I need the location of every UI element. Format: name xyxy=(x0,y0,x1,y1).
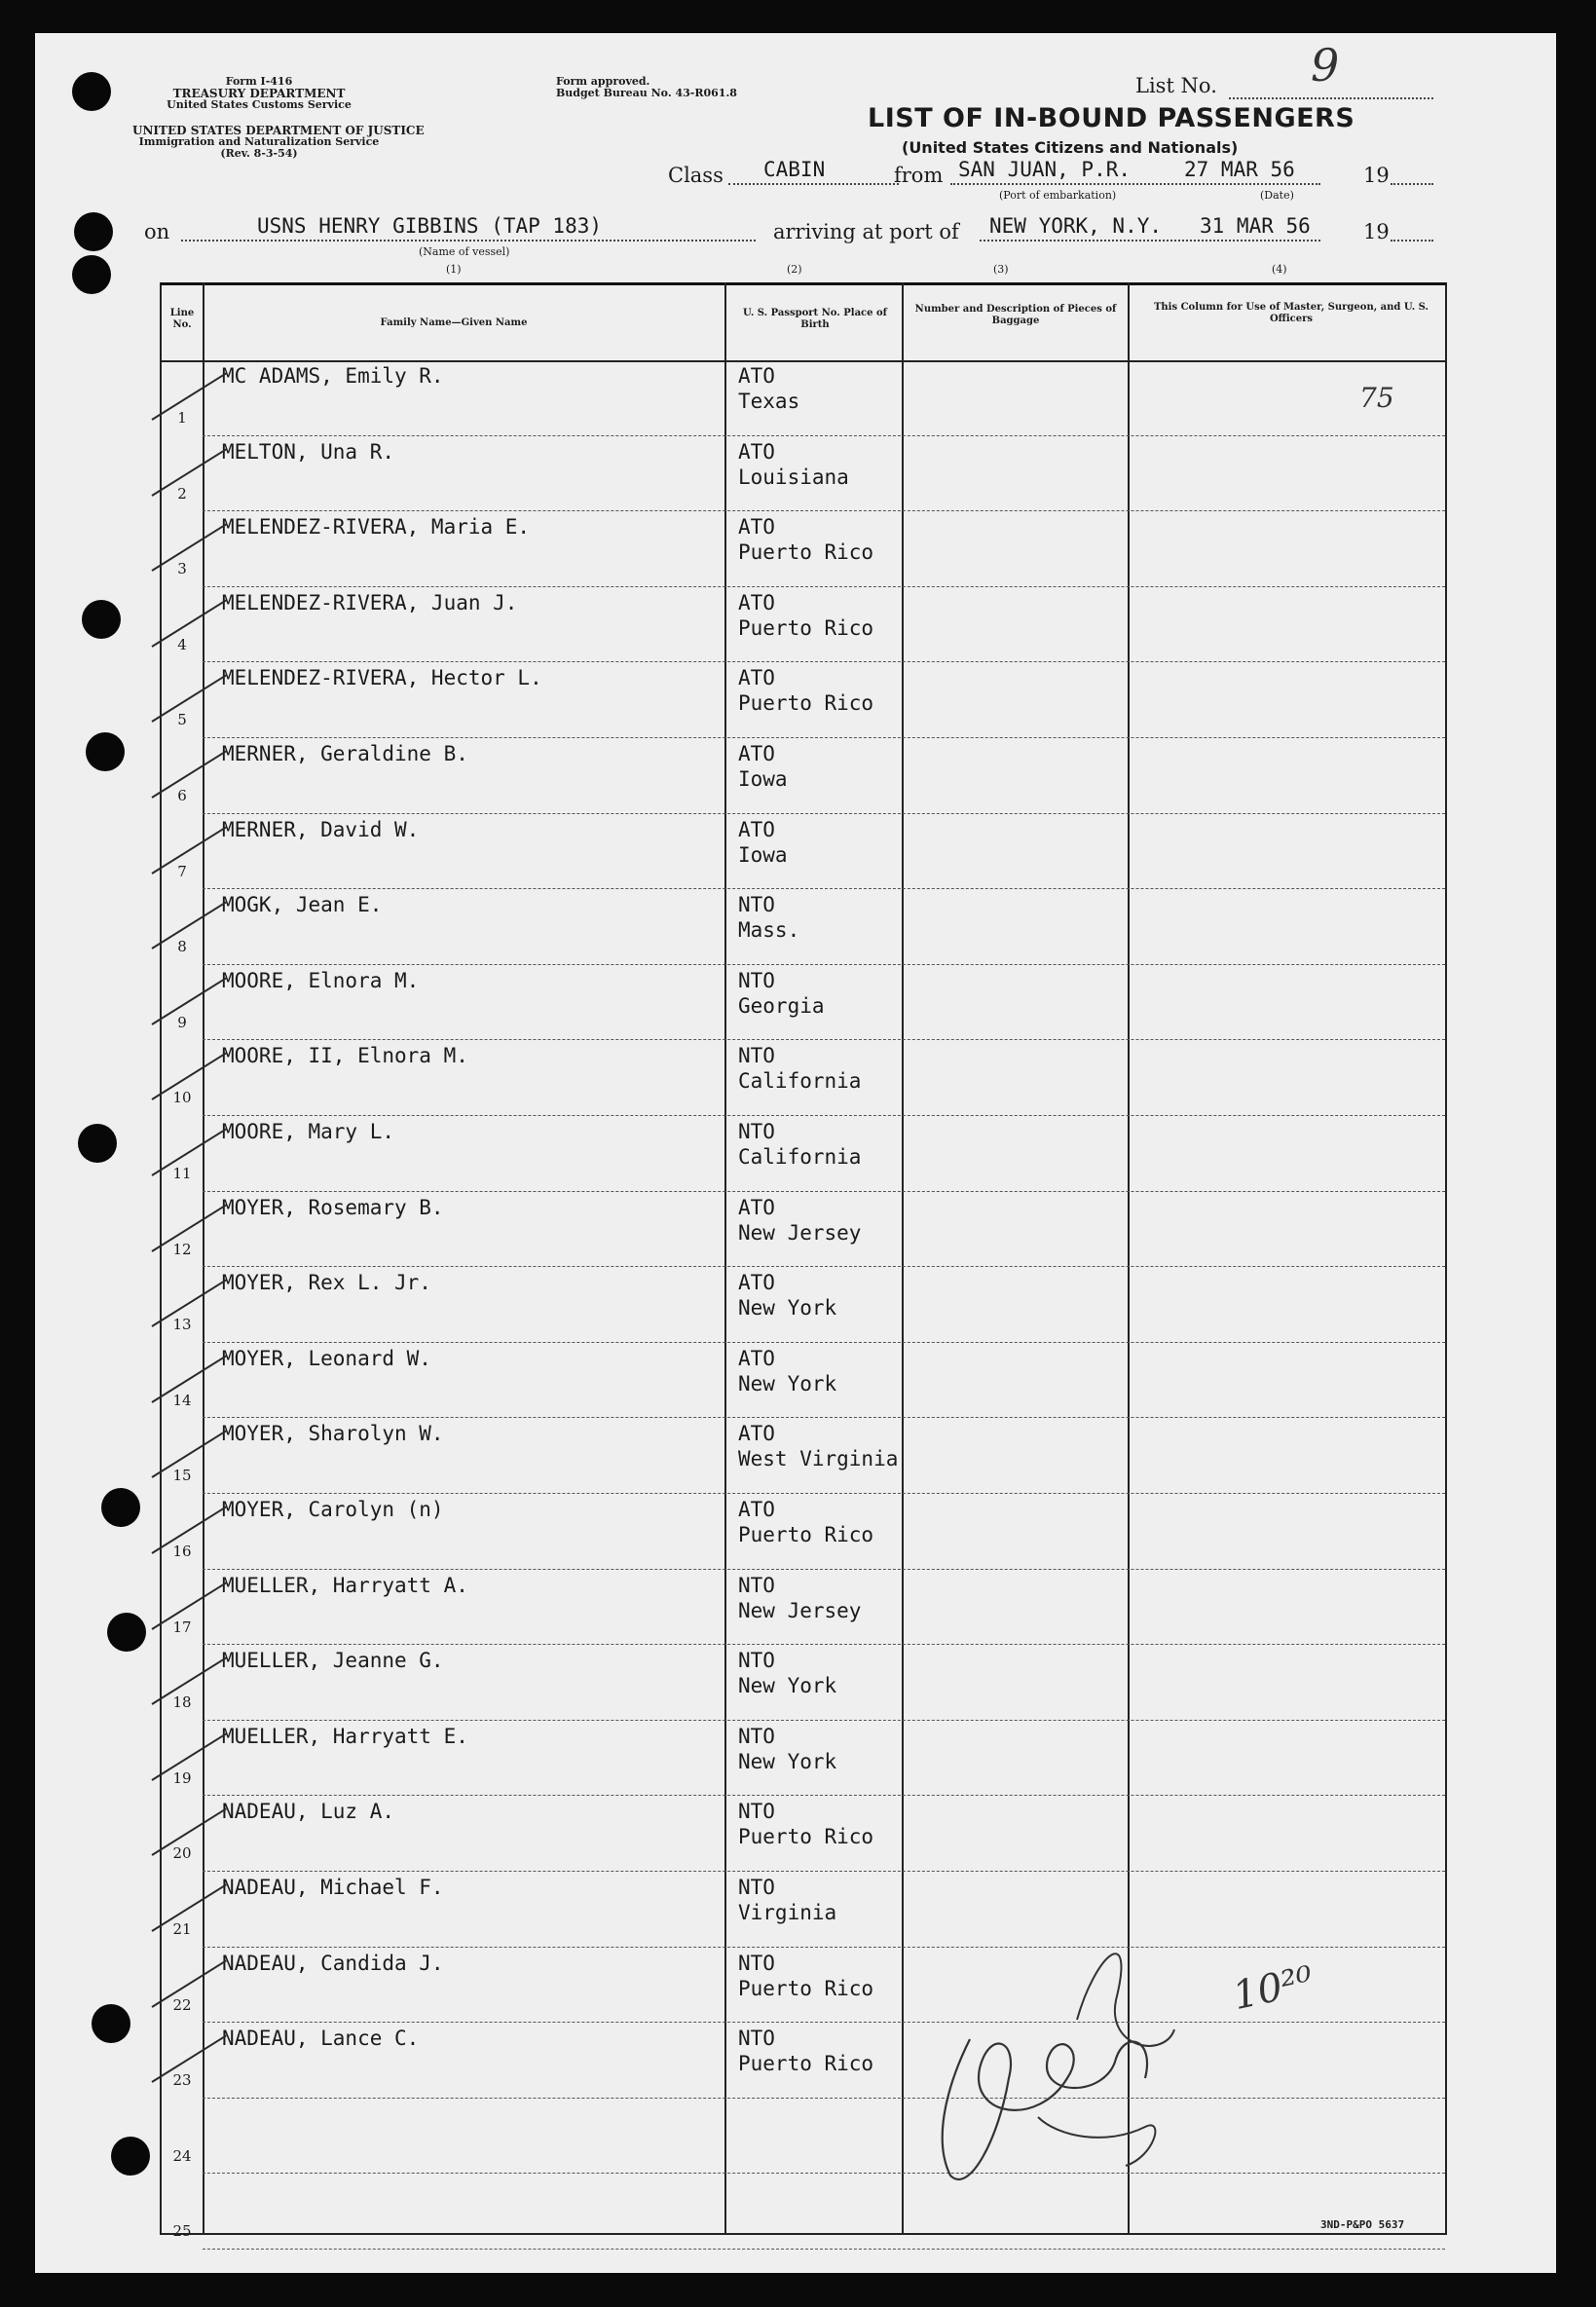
port-caption: (Port of embarkation) xyxy=(999,189,1117,202)
place-of-birth: Puerto Rico xyxy=(738,1976,874,2000)
passport-status: ATO xyxy=(738,1271,775,1295)
passport-status: NTO xyxy=(738,1800,775,1824)
line-number: 20 xyxy=(172,1844,192,1863)
form-number: Form I-416 xyxy=(225,75,293,88)
passenger-name: MOYER, Sharolyn W. xyxy=(222,1422,444,1446)
passport-status: NTO xyxy=(738,1044,775,1068)
row-divider xyxy=(203,2249,1445,2250)
passport-status: ATO xyxy=(738,364,775,388)
vessel-caption: (Name of vessel) xyxy=(419,245,510,258)
line-number: 18 xyxy=(172,1693,192,1712)
passenger-name: MELENDEZ-RIVERA, Maria E. xyxy=(222,515,531,540)
row-divider xyxy=(203,1191,1445,1192)
col-header-name: Family Name—Given Name xyxy=(380,317,528,328)
class-label: Class xyxy=(668,164,724,187)
line-number: 14 xyxy=(172,1391,192,1409)
passenger-name: MUELLER, Harryatt A. xyxy=(222,1573,468,1597)
punch-hole xyxy=(74,212,113,251)
revision-date: (Rev. 8-3-54) xyxy=(220,147,298,160)
place-of-birth: New Jersey xyxy=(738,1220,862,1245)
treasury-department: TREASURY DEPARTMENT xyxy=(172,87,346,100)
line-number: 2 xyxy=(177,484,187,502)
from-year: 19 xyxy=(1363,164,1390,187)
passenger-name: MUELLER, Harryatt E. xyxy=(222,1724,468,1748)
row-divider xyxy=(203,1871,1445,1872)
line-number: 17 xyxy=(172,1618,192,1636)
place-of-birth: Puerto Rico xyxy=(738,540,874,565)
from-label: from xyxy=(894,164,944,187)
place-of-birth: Iowa xyxy=(738,842,788,867)
passport-status: ATO xyxy=(738,1498,775,1521)
passenger-name: NADEAU, Candida J. xyxy=(222,1951,444,1975)
col-header-baggage: Number and Description of Pieces of Baggage xyxy=(914,304,1117,326)
passport-status: ATO xyxy=(738,515,775,540)
passport-status: NTO xyxy=(738,1876,775,1899)
passenger-name: MERNER, David W. xyxy=(222,817,420,841)
passenger-name: MOORE, II, Elnora M. xyxy=(222,1044,468,1068)
row-divider xyxy=(203,435,1445,436)
punch-hole xyxy=(72,72,111,111)
line-number: 7 xyxy=(177,862,187,880)
passport-status: ATO xyxy=(738,439,775,464)
passport-status: ATO xyxy=(738,1422,775,1446)
passenger-name: MOYER, Leonard W. xyxy=(222,1346,431,1370)
officer-signature xyxy=(911,1883,1204,2205)
passport-status: ATO xyxy=(738,1346,775,1370)
place-of-birth: Puerto Rico xyxy=(738,691,874,716)
line-number: 4 xyxy=(177,635,187,653)
row-divider xyxy=(203,1417,1445,1418)
passenger-name: MOORE, Mary L. xyxy=(222,1120,395,1143)
place-of-birth: New York xyxy=(738,1674,837,1698)
passenger-name: NADEAU, Lance C. xyxy=(222,2027,420,2051)
immigration-service: Immigration and Naturalization Service xyxy=(138,135,380,148)
handwritten-time: 10²⁰ xyxy=(1229,1957,1318,2020)
printer-code: 3ND-P&PO 5637 xyxy=(1320,2218,1405,2231)
passenger-name: MELENDEZ-RIVERA, Hector L. xyxy=(222,666,542,690)
passenger-name: MOYER, Rex L. Jr. xyxy=(222,1271,431,1295)
col-num-4: (4) xyxy=(1272,263,1287,276)
passenger-name: MC ADAMS, Emily R. xyxy=(222,364,444,388)
line-number: 6 xyxy=(177,787,187,804)
on-label: on xyxy=(144,220,170,243)
passenger-table xyxy=(160,282,1447,2235)
place-of-birth: West Virginia xyxy=(738,1447,899,1471)
row-divider xyxy=(203,1039,1445,1040)
line-number: 19 xyxy=(172,1768,192,1787)
arriving-label: arriving at port of xyxy=(773,220,959,243)
passenger-name: MELTON, Una R. xyxy=(222,439,395,464)
col-num-1: (1) xyxy=(446,263,462,276)
line-number: 3 xyxy=(177,560,187,578)
punch-hole xyxy=(86,732,125,771)
passport-status: NTO xyxy=(738,1724,775,1748)
passenger-name: MOGK, Jean E. xyxy=(222,893,383,917)
place-of-birth: Puerto Rico xyxy=(738,1523,874,1546)
line-number: 25 xyxy=(172,2222,192,2241)
line-number: 21 xyxy=(172,1920,192,1938)
line-number: 23 xyxy=(172,2071,192,2090)
row-divider xyxy=(203,888,1445,889)
line-number: 1 xyxy=(177,409,187,427)
row-divider xyxy=(203,661,1445,662)
punch-hole xyxy=(111,2137,150,2176)
passport-status: NTO xyxy=(738,1649,775,1673)
passport-status: ATO xyxy=(738,590,775,614)
class-value: CABIN xyxy=(763,158,826,181)
col-header-line-no: Line No. xyxy=(169,308,195,330)
punch-hole xyxy=(101,1488,140,1527)
place-of-birth: Mass. xyxy=(738,918,800,943)
row-divider xyxy=(203,1115,1445,1116)
row-divider xyxy=(203,813,1445,814)
row-divider xyxy=(203,1644,1445,1645)
row-divider xyxy=(203,1493,1445,1494)
row-divider xyxy=(203,964,1445,965)
line-number: 24 xyxy=(172,2146,192,2165)
place-of-birth: Iowa xyxy=(738,767,788,791)
passport-status: NTO xyxy=(738,1120,775,1143)
place-of-birth: Virginia xyxy=(738,1901,837,1924)
list-no-label: List No. xyxy=(1135,74,1217,97)
place-of-birth: California xyxy=(738,1145,862,1169)
passenger-name: NADEAU, Luz A. xyxy=(222,1800,395,1824)
passport-status: NTO xyxy=(738,893,775,917)
row-divider xyxy=(203,1795,1445,1796)
place-of-birth: New York xyxy=(738,1371,837,1395)
passenger-name: NADEAU, Michael F. xyxy=(222,1876,444,1899)
place-of-birth: California xyxy=(738,1069,862,1094)
col-num-3: (3) xyxy=(993,263,1009,276)
col-num-2: (2) xyxy=(787,263,802,276)
place-of-birth: Texas xyxy=(738,390,800,413)
list-no-value: 9 xyxy=(1311,39,1340,92)
embarkation-date: 27 MAR 56 xyxy=(1184,158,1295,181)
passport-status: ATO xyxy=(738,1195,775,1219)
form-approved: Form approved. xyxy=(556,75,650,88)
punch-hole xyxy=(78,1124,117,1163)
passenger-name: MUELLER, Jeanne G. xyxy=(222,1649,444,1673)
row-divider xyxy=(203,1342,1445,1343)
place-of-birth: Georgia xyxy=(738,993,825,1018)
place-of-birth: Puerto Rico xyxy=(738,1825,874,1849)
punch-hole xyxy=(72,255,111,294)
col-header-officers: This Column for Use of Master, Surgeon, and U. S. Officers xyxy=(1153,302,1429,324)
embarkation-port: SAN JUAN, P.R. xyxy=(958,158,1132,181)
passport-status: NTO xyxy=(738,1951,775,1975)
passenger-name: MOYER, Carolyn (n) xyxy=(222,1498,444,1521)
line-number: 11 xyxy=(172,1165,192,1182)
passport-status: ATO xyxy=(738,666,775,690)
place-of-birth: New York xyxy=(738,1296,837,1321)
passport-status: NTO xyxy=(738,968,775,992)
line-number: 8 xyxy=(177,938,187,956)
row-divider xyxy=(203,2022,1445,2023)
passenger-name: MERNER, Geraldine B. xyxy=(222,742,468,765)
line-number: 22 xyxy=(172,1995,192,2014)
punch-hole xyxy=(82,600,121,639)
passenger-name: MOYER, Rosemary B. xyxy=(222,1195,444,1219)
vessel-name: USNS HENRY GIBBINS (TAP 183) xyxy=(257,214,603,238)
line-number: 15 xyxy=(172,1467,192,1485)
row-divider xyxy=(203,2173,1445,2174)
place-of-birth: New York xyxy=(738,1749,837,1773)
row-divider xyxy=(203,1720,1445,1721)
arrival-year: 19 xyxy=(1363,220,1390,243)
place-of-birth: Puerto Rico xyxy=(738,615,874,640)
line-number: 10 xyxy=(172,1089,192,1107)
line-number: 13 xyxy=(172,1316,192,1334)
justice-department: UNITED STATES DEPARTMENT OF JUSTICE xyxy=(132,124,425,137)
arrival-port: NEW YORK, N.Y. xyxy=(989,214,1163,238)
row-divider xyxy=(203,1947,1445,1948)
line-number: 16 xyxy=(172,1543,192,1560)
row-divider xyxy=(203,510,1445,511)
punch-hole xyxy=(92,2004,130,2043)
customs-service: United States Customs Service xyxy=(167,98,352,111)
line-number: 5 xyxy=(177,711,187,729)
passport-status: NTO xyxy=(738,2027,775,2051)
arrival-date: 31 MAR 56 xyxy=(1200,214,1311,238)
passenger-name: MELENDEZ-RIVERA, Juan J. xyxy=(222,590,518,614)
passport-status: ATO xyxy=(738,742,775,765)
line-number: 12 xyxy=(172,1240,192,1258)
place-of-birth: Louisiana xyxy=(738,465,849,489)
line-number: 9 xyxy=(177,1013,187,1031)
page-subtitle: (United States Citizens and Nationals) xyxy=(902,138,1239,157)
place-of-birth: New Jersey xyxy=(738,1598,862,1622)
passenger-name: MOORE, Elnora M. xyxy=(222,968,420,992)
row-divider xyxy=(203,2098,1445,2099)
officer-note: 75 xyxy=(1359,382,1394,414)
punch-hole xyxy=(107,1613,146,1652)
row-divider xyxy=(203,586,1445,587)
page-title: LIST OF IN-BOUND PASSENGERS xyxy=(868,103,1355,133)
row-divider xyxy=(203,1569,1445,1570)
row-divider xyxy=(203,1266,1445,1267)
budget-bureau-no: Budget Bureau No. 43-R061.8 xyxy=(556,87,737,99)
col-header-passport: U. S. Passport No. Place of Birth xyxy=(743,308,887,330)
date-caption: (Date) xyxy=(1260,189,1294,202)
document-page xyxy=(35,33,1556,2273)
passport-status: NTO xyxy=(738,1573,775,1597)
row-divider xyxy=(203,737,1445,738)
passport-status: ATO xyxy=(738,817,775,841)
place-of-birth: Puerto Rico xyxy=(738,2052,874,2076)
